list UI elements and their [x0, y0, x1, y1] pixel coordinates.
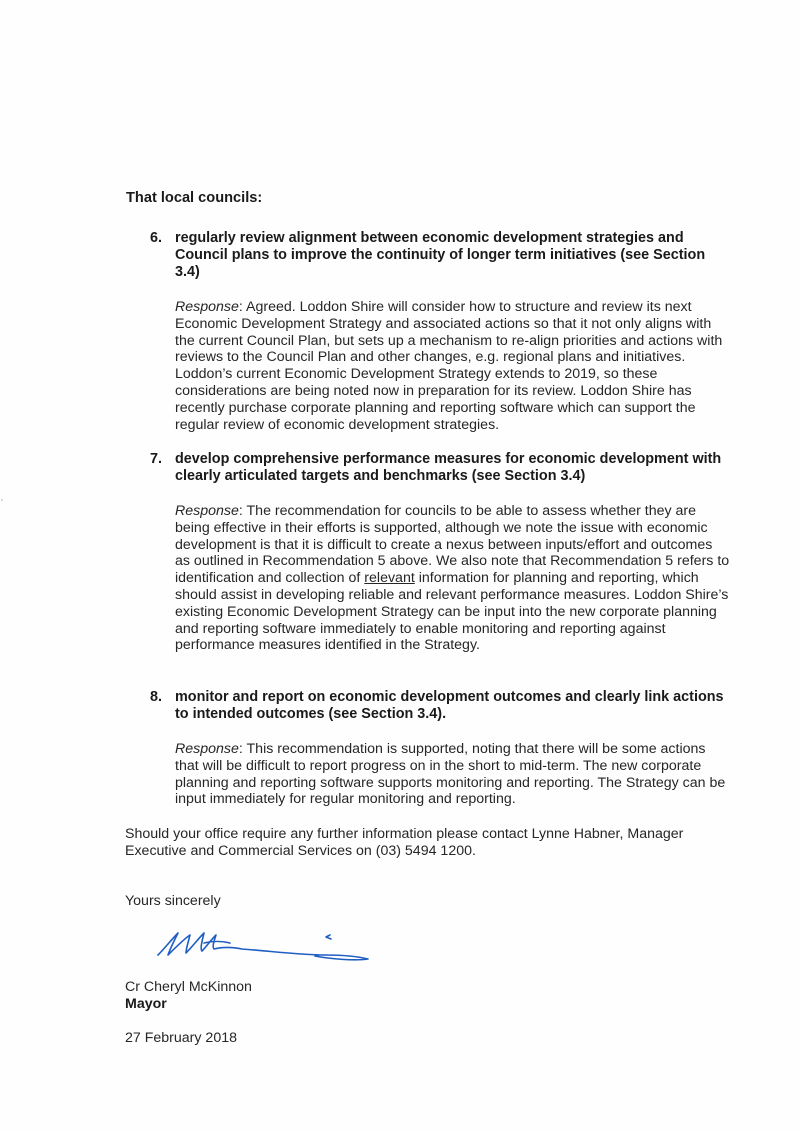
recommendation-response [175, 741, 730, 808]
response-label: Response [175, 299, 239, 315]
signatory-title: Mayor [125, 996, 167, 1012]
recommendation-title: develop comprehensive performance measures for economic development with clearly articulated targets and benchmarks (see Section 3.4) [175, 451, 722, 484]
recommendation-title: monitor and report on economic development outcomes and clearly link actions to intended outcomes (see Section 3.4). [175, 689, 724, 722]
signature-image [150, 925, 375, 970]
recommendation-8 [150, 689, 730, 808]
recommendation-number: 7. [150, 451, 163, 467]
recommendation-number: 6. [150, 230, 163, 246]
response-text: : The recommendation for councils to be able to assess whether they are being effective in their efforts is supported, although we note the issue with economic development is that it is difficult to create a nexus between inputs/effort and outcomes as outlined in Recommendation 5 above. We also note that Recommendation 5 refers to identification and collection of [175, 503, 730, 587]
closing-salutation: Yours sincerely [125, 893, 221, 909]
contact-paragraph: Should your office require any further information please contact Lynne Habner, Manager Executive and Commercial Services on (03) 5494 1200. [125, 826, 684, 859]
response-label: Response [175, 503, 239, 519]
scan-artifact [1, 499, 3, 501]
intro-heading: That local councils: [126, 190, 263, 206]
response-label: Response [175, 741, 239, 757]
recommendation-7 [150, 451, 730, 654]
response-text: : This recommendation is supported, noting that there will be some actions that will be difficult to report progress on in the short to mid-term. The new corporate planning and reporting software supports monitoring and reporting. The Strategy can be input immediately for regular monitoring and reporting. [175, 741, 726, 808]
letter-date: 27 February 2018 [125, 1030, 237, 1046]
recommendation-number: 8. [150, 689, 163, 705]
signatory-name: Cr Cheryl McKinnon [125, 979, 252, 995]
recommendation-response [175, 299, 730, 433]
recommendation-6 [150, 230, 730, 433]
recommendation-title: regularly review alignment between economic development strategies and Council plans to improve the continuity of longer term initiatives (see Section 3.4) [175, 230, 706, 280]
response-text-continued: information for planning and reporting, which should assist in developing reliable and relevant performance measures. Loddon Shire’s existing Economic Development Strategy can be input into the new corporate planning and reporting software immediately to enable monitoring and reporting against performance measures identified in the Strategy. [175, 570, 729, 654]
response-text: : Agreed. Loddon Shire will consider how to structure and review its next Economic Development Strategy and associated actions so that it not only aligns with the current Council Plan, but sets up a mechanism to re-align priorities and actions with reviews to the Council Plan and other changes, e.g. regional plans and initiatives. Loddon’s current Economic Development Strategy extends to 2019, so these considerations are being noted now in preparation for its review. Loddon Shire has recently purchase corporate planning and reporting software which can support the regular review of economic development strategies. [175, 299, 723, 433]
recommendation-response [175, 503, 730, 654]
underlined-word: relevant [364, 570, 415, 587]
